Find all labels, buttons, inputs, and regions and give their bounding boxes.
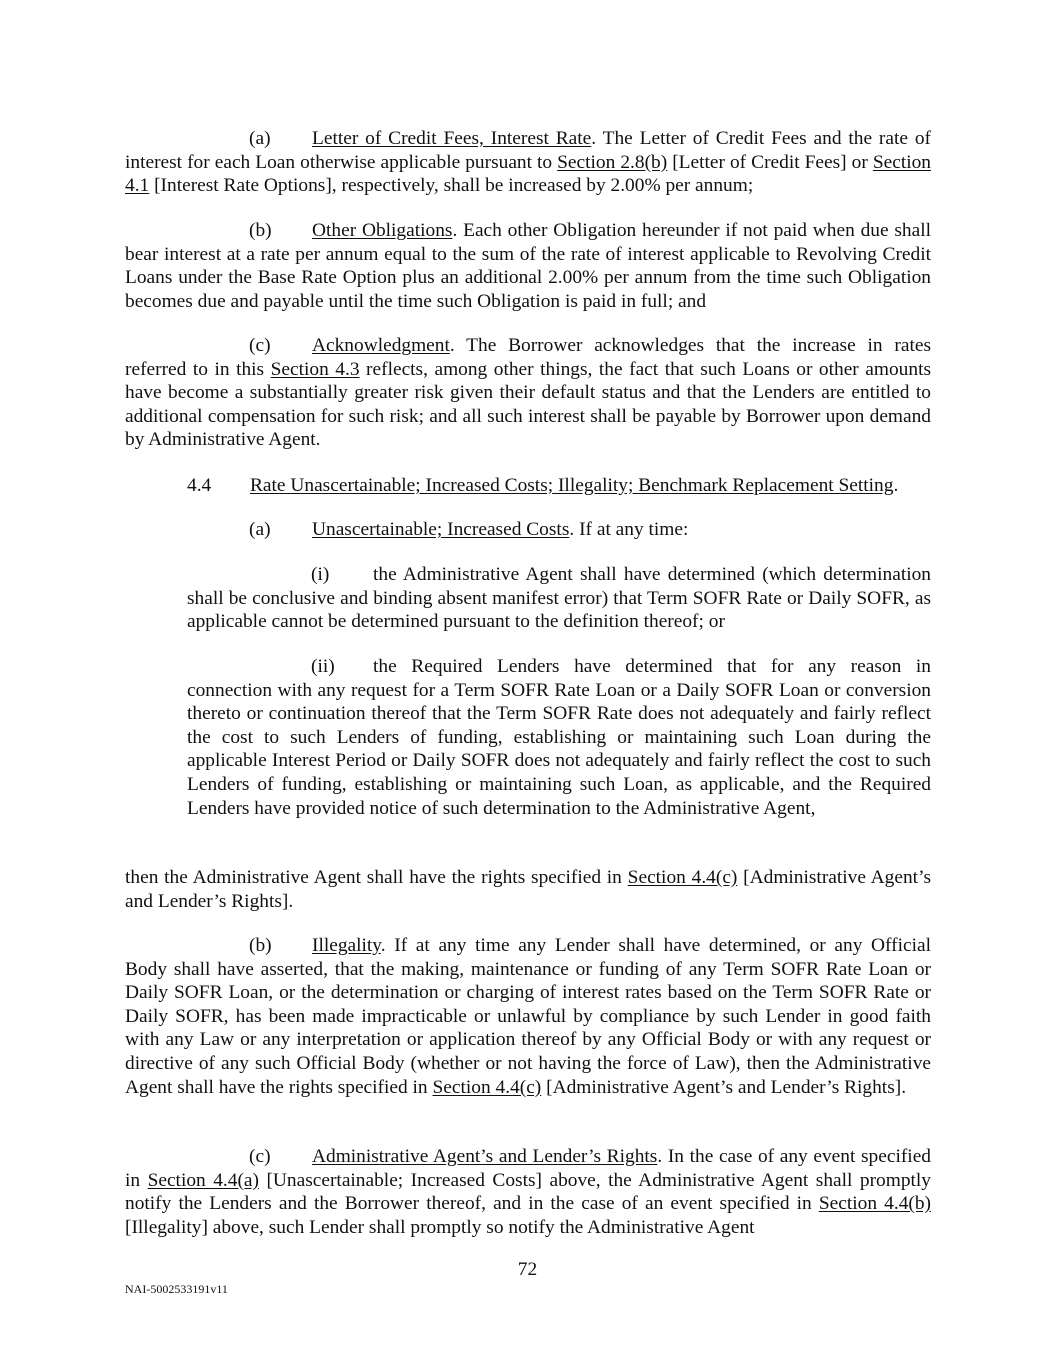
section-reference-link: Section 4.4(b) [818, 1193, 931, 1215]
section-reference-link: Section 4.3 [270, 358, 360, 380]
paragraph-4-4-a-ii: (ii) the Required Lenders have determined that for any reason in connection with any request for a Term SOFR Rate Loan or a Daily SOFR Loan or conversion thereto or continuation thereof that the Term SOFR Rate does not adequately and fairly reflect the cost to such Lenders of funding, establishing or maintaining such Loan during the applicable Interest Period or Daily SOFR does not adequately and fairly reflect the cost to such Lenders of funding, establishing or maintaining such Loan, as applicable, and the Required Lenders have provided notice of such determination to the Administrative Agent, [187, 656, 931, 819]
paragraph-4-3-b: (b) Other Obligations. Each other Obligation hereunder if not paid when due shall bear interest at a rate per annum equal to the sum of the rate of interest applicable to Revolving Credit Loans under the Base Rate Option plus an additional 2.00% per annum from the time such Obligation becomes due and payable until the time such Obligation is paid in full; and [125, 220, 932, 312]
clause-number: (a) [249, 519, 271, 540]
clause-number: (b) [249, 935, 272, 956]
section-reference-link: Section 4.4(c) [627, 867, 738, 888]
subclause-number: (ii) [311, 656, 335, 677]
paragraph-4-4-b: (b) Illegality. If at any time any Lender shall have determined, or any Official Body shall have asserted, that the making, maintenance or funding of any Term SOFR Rate Loan or Daily SOFR Loan, or the determination or charging of interest rates based on the Term SOFR Rate or Daily SOFR, has been made impracticable or unlawful by compliance by such Lender in good faith with any Law or any interpretation or application thereof by any Official Body or with any request or directive of any such Official Body (whether or not having the force of Law), then the Administrative Agent shall have the rights specified in Section 4.4(c) [Administrative Agent’s and Lender’s Rights]. [125, 935, 931, 1098]
paragraph-4-3-c: (c) Acknowledgment. The Borrower acknowledges that the increase in rates referred to in this Section 4.3 reflects, among other things, the fact that such Loans or other amounts have become a substantially greater risk given their default status and that the Lenders are entitled to additional compensation for such risk; and all such interest shall be payable by Borrower upon demand by Administrative Agent. [125, 335, 931, 451]
clause-number: (c) [249, 1146, 271, 1167]
section-heading: Rate Unascertainable; Increased Costs; Illegality; Benchmark Replacement Setting [250, 475, 894, 496]
clause-heading: Acknowledgment [312, 335, 450, 356]
clause-number: (b) [249, 220, 272, 241]
paragraph-4-4-a: (a) Unascertainable; Increased Costs. If at any time: [249, 519, 689, 540]
clause-heading: Administrative Agent’s and Lender’s Rights [312, 1146, 658, 1167]
section-reference-link: Section 4.4(c) [432, 1076, 542, 1098]
document-footer-id: NAI-5002533191v11 [125, 1282, 228, 1296]
section-number: 4.4 [187, 475, 212, 496]
clause-number: (a) [249, 128, 271, 149]
paragraph-4-3-a: (a) Letter of Credit Fees, Interest Rate. The Letter of Credit Fees and the rate of interest for each Loan otherwise applicable pursuant to Section 2.8(b) [Letter of Credit Fees] or Section 4.1 [Interest Rate Options], respectively, shall be increased by 2.00% per annum; [125, 128, 932, 197]
clause-heading: Unascertainable; Increased Costs [312, 519, 570, 540]
clause-heading: Letter of Credit Fees, Interest Rate [312, 128, 592, 149]
paragraph-4-4-c: (c) Administrative Agent’s and Lender’s Rights. In the case of any event specified in Section 4.4(a) [Unascertainable; Increased Costs] above, the Administrative Agent shall promptly notify the Lenders and the Borrower thereof, and in the case of an event specified in Section 4.4(b) [Illegality] above, such Lender shall promptly so notify the Administrative Agent [125, 1146, 931, 1238]
section-reference-link: Section 2.8(b) [557, 151, 668, 173]
paragraph-then-rights: then the Administrative Agent shall have the rights specified in Section 4.4(c) [Administrative Agent’s and Lender’s Rights]. [125, 867, 931, 912]
subclause-number: (i) [311, 564, 330, 585]
paragraph-4-4-a-i: (i) the Administrative Agent shall have determined (which determination shall be conclusive and binding absent manifest error) that Term SOFR Rate or Daily SOFR, as applicable cannot be determined pursuant to the definition thereof; or [187, 564, 931, 633]
section-reference-link: Section 4.4(a) [147, 1169, 259, 1191]
clause-number: (c) [249, 335, 271, 356]
section-reference-link: Section 4.1 [125, 151, 932, 197]
page-number: 72 [517, 1259, 538, 1280]
section-heading-4-4: 4.4 Rate Unascertainable; Increased Costs; Illegality; Benchmark Replacement Setting. [187, 475, 899, 496]
clause-heading: Illegality [312, 935, 381, 956]
clause-heading: Other Obligations [312, 220, 453, 241]
